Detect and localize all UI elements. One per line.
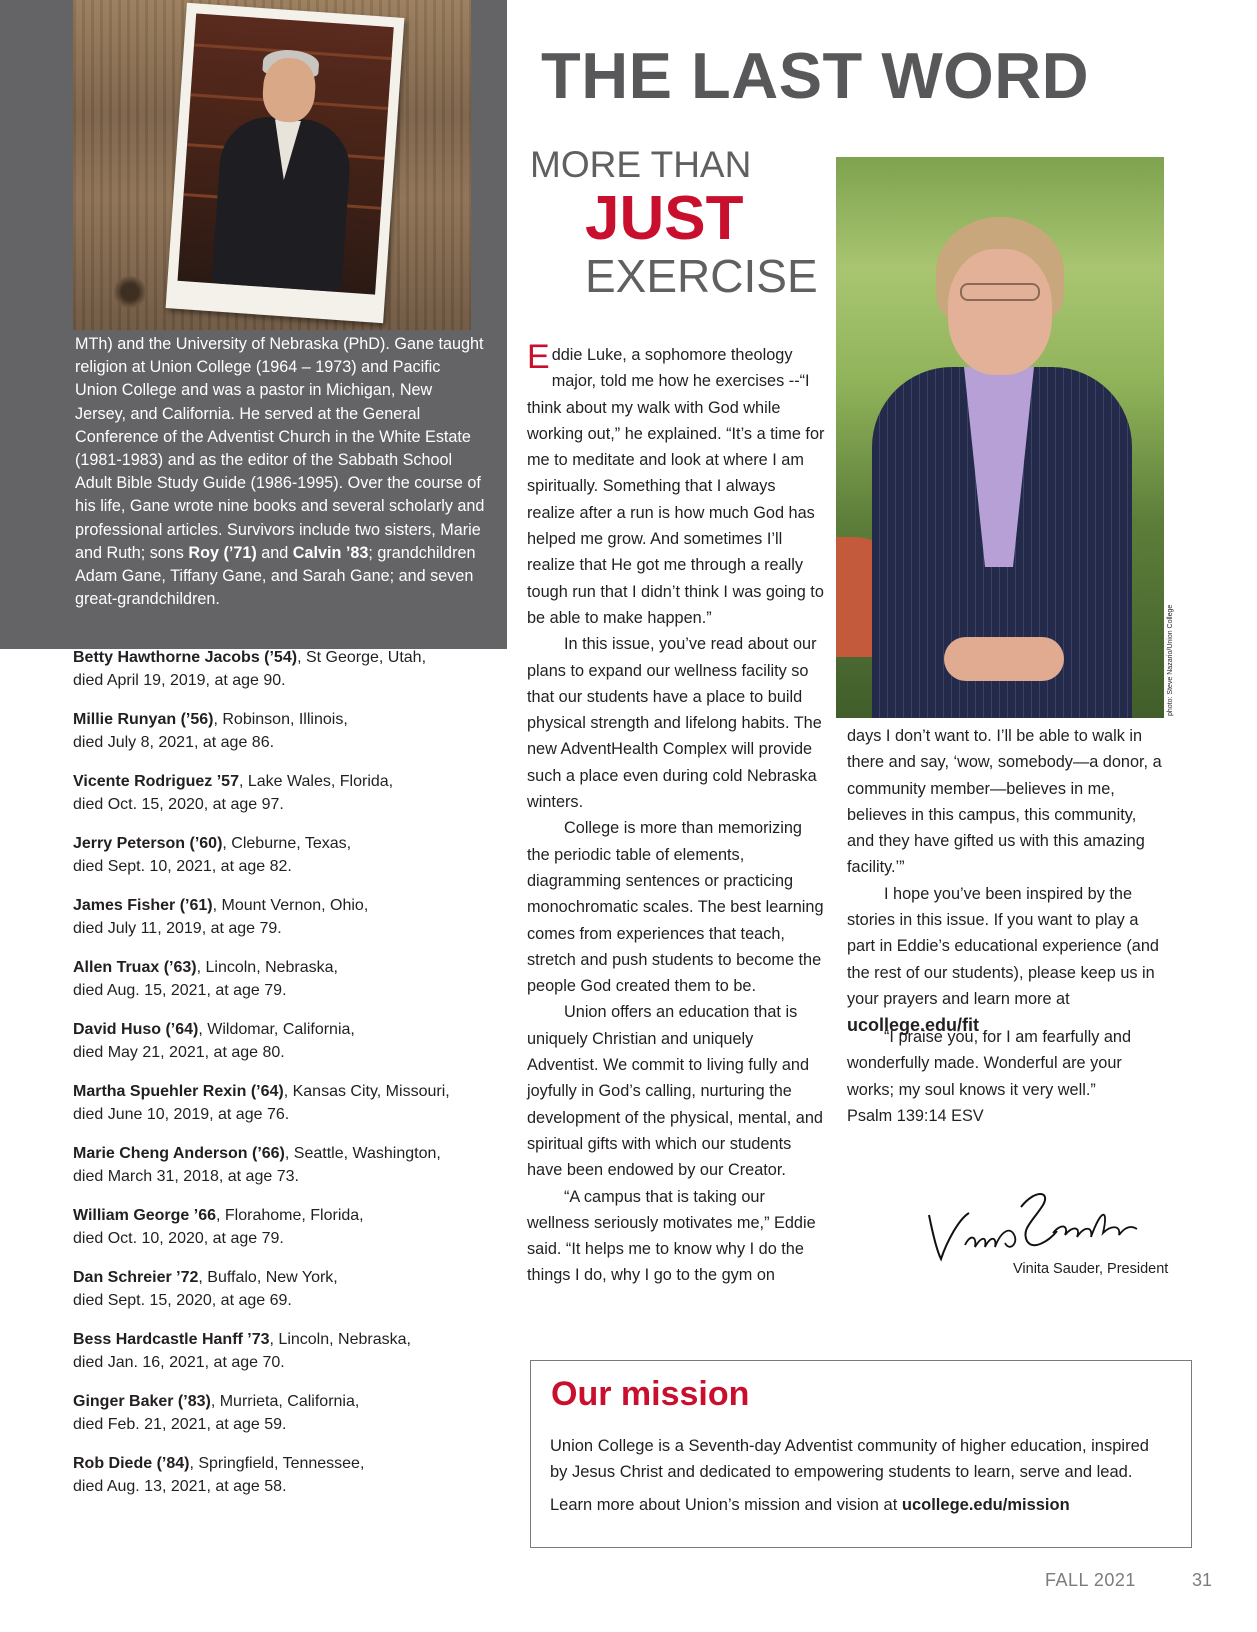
death-notice (73, 1204, 493, 1266)
death-date: died March 31, 2018, at age 73. (73, 1168, 299, 1185)
death-date: died July 11, 2019, at age 79. (73, 920, 282, 937)
drop-cap: E (527, 338, 550, 376)
death-date: died June 10, 2019, at age 76. (73, 1106, 290, 1123)
death-date: died Sept. 15, 2020, at age 69. (73, 1292, 292, 1309)
article-paragraph: Union offers an education that is uniquely Christian and uniquely Adventist. We commit to living fully and joyfully in God’s calling, nurturing the development of the physical, mental, and spiritual gifts with which our students have been endowed by our Creator. (527, 1003, 823, 1180)
deceased-name: Betty Hawthorne Jacobs (’54) (73, 649, 298, 666)
deceased-name: Martha Spuehler Rexin (’64) (73, 1083, 284, 1100)
learn-more-text: Learn more about Union’s mission and vision at (550, 1496, 902, 1514)
photo-credit: photo: Steve Nazario/Union College (1167, 604, 1174, 716)
deceased-place: , Springfield, Tennessee, (189, 1455, 365, 1472)
death-date: died July 8, 2021, at age 86. (73, 734, 275, 751)
death-notice (73, 1328, 493, 1390)
death-date: died Sept. 10, 2021, at age 82. (73, 858, 292, 875)
deceased-name: William George ’66 (73, 1207, 217, 1224)
issue-label: FALL 2021 (1045, 1570, 1136, 1590)
deceased-place: , Kansas City, Missouri, (283, 1083, 450, 1100)
article-kicker-line2: JUST (585, 184, 744, 253)
mission-statement: Union College is a Seventh-day Adventist community of higher education, inspired by Jesus Christ and dedicated to empowering students to learn, serve and lead. (550, 1437, 1149, 1481)
deceased-name: Rob Diede (’84) (73, 1455, 190, 1472)
deceased-place: , Lincoln, Nebraska, (269, 1331, 411, 1348)
mission-link[interactable]: ucollege.edu/mission (901, 1496, 1070, 1514)
vintage-portrait-photo (166, 3, 405, 323)
fit-link[interactable]: ucollege.edu/fit (847, 1015, 980, 1036)
article-paragraph: In this issue, you’ve read about our plans to expand our wellness facility so that our students have a place to build physical strength and lifelong habits. The new AdventHealth Complex will provide such a place even during cold Nebraska winters. (527, 635, 822, 812)
signature-caption: Vinita Sauder, President (1013, 1261, 1169, 1277)
mission-box (530, 1360, 1192, 1548)
death-notice (73, 646, 493, 708)
obituary-text (75, 333, 485, 611)
portrait-image (178, 13, 394, 294)
obituary-son-roy: Roy (’71) (188, 543, 257, 562)
death-notice (73, 894, 493, 956)
deceased-name: Vicente Rodriguez ’57 (73, 773, 239, 790)
deceased-name: David Huso (’64) (73, 1021, 199, 1038)
deceased-place: , Buffalo, New York, (198, 1269, 338, 1286)
glasses-icon (960, 283, 1040, 301)
deceased-name: James Fisher (’61) (73, 897, 213, 914)
death-notice (73, 1390, 493, 1452)
deceased-place: , Cleburne, Texas, (222, 835, 352, 852)
deceased-name: Jerry Peterson (’60) (73, 835, 223, 852)
death-notice (73, 956, 493, 1018)
obituary-text-part2: and (256, 543, 293, 562)
folded-hands (944, 637, 1064, 681)
death-date: died Jan. 16, 2021, at age 70. (73, 1354, 285, 1371)
article-paragraph (527, 338, 827, 631)
president-photo (836, 157, 1164, 718)
death-notice (73, 1266, 493, 1328)
death-notice (73, 832, 493, 894)
death-date: died Oct. 10, 2020, at age 79. (73, 1230, 284, 1247)
death-notice (73, 708, 493, 770)
death-notice (73, 1452, 493, 1514)
death-notice (73, 1018, 493, 1080)
death-date: died Aug. 13, 2021, at age 58. (73, 1478, 287, 1495)
president-signature (925, 1185, 1140, 1270)
paragraph-text: ddie Luke, a sophomore theology major, told me how he exercises --“I think about my walk with God while working out,” he explained. “It’s a time for me to meditate and look at where I am spiritually. Something that I always realize after a run is how much God has helped me grow. And sometimes I’ll realize that He got me through a really tough run that I didn’t think I was going to be able to make happen.” (527, 346, 825, 627)
obituary-text-part1: MTh) and the University of Nebraska (PhD). Gane taught religion at Union College (1964 – 1973) and Pacific Union College and was a pastor in Michigan, New Jersey, and California. He served at the General Conference of the Adventist Church in the White Estate (1981-1983) and as the editor of the Sabbath School Adult Bible Study Guide (1986-1995). Over the course of his life, Gane wrote nine books and several scholarly and professional articles. Survivors include two sisters, Marie and Ruth; sons (75, 335, 485, 562)
death-date: died Aug. 15, 2021, at age 79. (73, 982, 287, 999)
deceased-place: , Florahome, Florida, (216, 1207, 364, 1224)
deceased-place: , Lincoln, Nebraska, (196, 959, 338, 976)
paragraph-text: I hope you’ve been inspired by the stories in this issue. If you want to play a part in Eddie’s educational experience (and the rest of our students), please keep us in your prayers and learn more at (847, 884, 1159, 1008)
article-column-2 (847, 723, 1167, 1040)
section-title: THE LAST WORD (541, 39, 1090, 112)
president-face (948, 249, 1052, 375)
portrait-face (261, 56, 317, 123)
quote-reference: Psalm 139:14 ESV (847, 1106, 984, 1125)
article-paragraph (847, 881, 1167, 1040)
page-number: 31 (1192, 1570, 1213, 1590)
scripture-quote (847, 1024, 1167, 1129)
article-paragraph: days I don’t want to. I’ll be able to walk in there and say, ‘wow, somebody—a donor, a community member—believes in me, believes in this campus, this community, and they have gifted us with this amazing facility.’” (847, 727, 1162, 877)
deceased-name: Millie Runyan (’56) (73, 711, 214, 728)
deceased-name: Bess Hardcastle Hanff ’73 (73, 1331, 270, 1348)
deceased-name: Allen Truax (’63) (73, 959, 197, 976)
deceased-place: , St George, Utah, (297, 649, 427, 666)
deceased-place: , Mount Vernon, Ohio, (212, 897, 369, 914)
obituary-son-calvin: Calvin ’83 (292, 543, 369, 562)
deceased-name: Dan Schreier ’72 (73, 1269, 199, 1286)
death-date: died May 21, 2021, at age 80. (73, 1044, 285, 1061)
article-paragraph: College is more than memorizing the periodic table of elements, diagramming sentences or practicing monochromatic scales. The best learning comes from experiences that teach, stretch and push students to become the people God created them to be. (527, 819, 824, 996)
death-notice (73, 1080, 493, 1142)
mission-learn-more (550, 1493, 1170, 1517)
death-date: died Oct. 15, 2020, at age 97. (73, 796, 284, 813)
deceased-place: , Wildomar, California, (198, 1021, 355, 1038)
article-paragraph: “A campus that is taking our wellness seriously motivates me,” Eddie said. “It helps me to know why I do the things I do, why I go to the gym on (527, 1187, 816, 1285)
wood-knot (113, 275, 147, 309)
death-notice (73, 770, 493, 832)
death-notice (73, 1142, 493, 1204)
article-kicker-line1: MORE THAN (530, 144, 752, 185)
signature-image (925, 1185, 1140, 1265)
mission-title: Our mission (551, 1375, 750, 1413)
obituary-panel (0, 0, 507, 649)
deceased-place: , Robinson, Illinois, (213, 711, 348, 728)
deceased-name: Ginger Baker (’83) (73, 1393, 211, 1410)
article-kicker-line3: EXERCISE (585, 250, 818, 302)
quote-text: “I praise you, for I am fearfully and wonderfully made. Wonderful are your works; my soul knows it very well.” (847, 1028, 1132, 1099)
deceased-name: Marie Cheng Anderson (’66) (73, 1145, 285, 1162)
article-column-1 (527, 338, 827, 1289)
death-notices-list (73, 646, 493, 1514)
death-date: died Feb. 21, 2021, at age 59. (73, 1416, 287, 1433)
deceased-place: , Seattle, Washington, (284, 1145, 441, 1162)
deceased-place: , Lake Wales, Florida, (238, 773, 394, 790)
death-date: died April 19, 2019, at age 90. (73, 672, 286, 689)
deceased-place: , Murrieta, California, (210, 1393, 360, 1410)
obituary-text-part3: ; grandchildren Adam Gane, Tiffany Gane, and Sarah Gane; and seven great-grandchildren. (75, 543, 476, 609)
